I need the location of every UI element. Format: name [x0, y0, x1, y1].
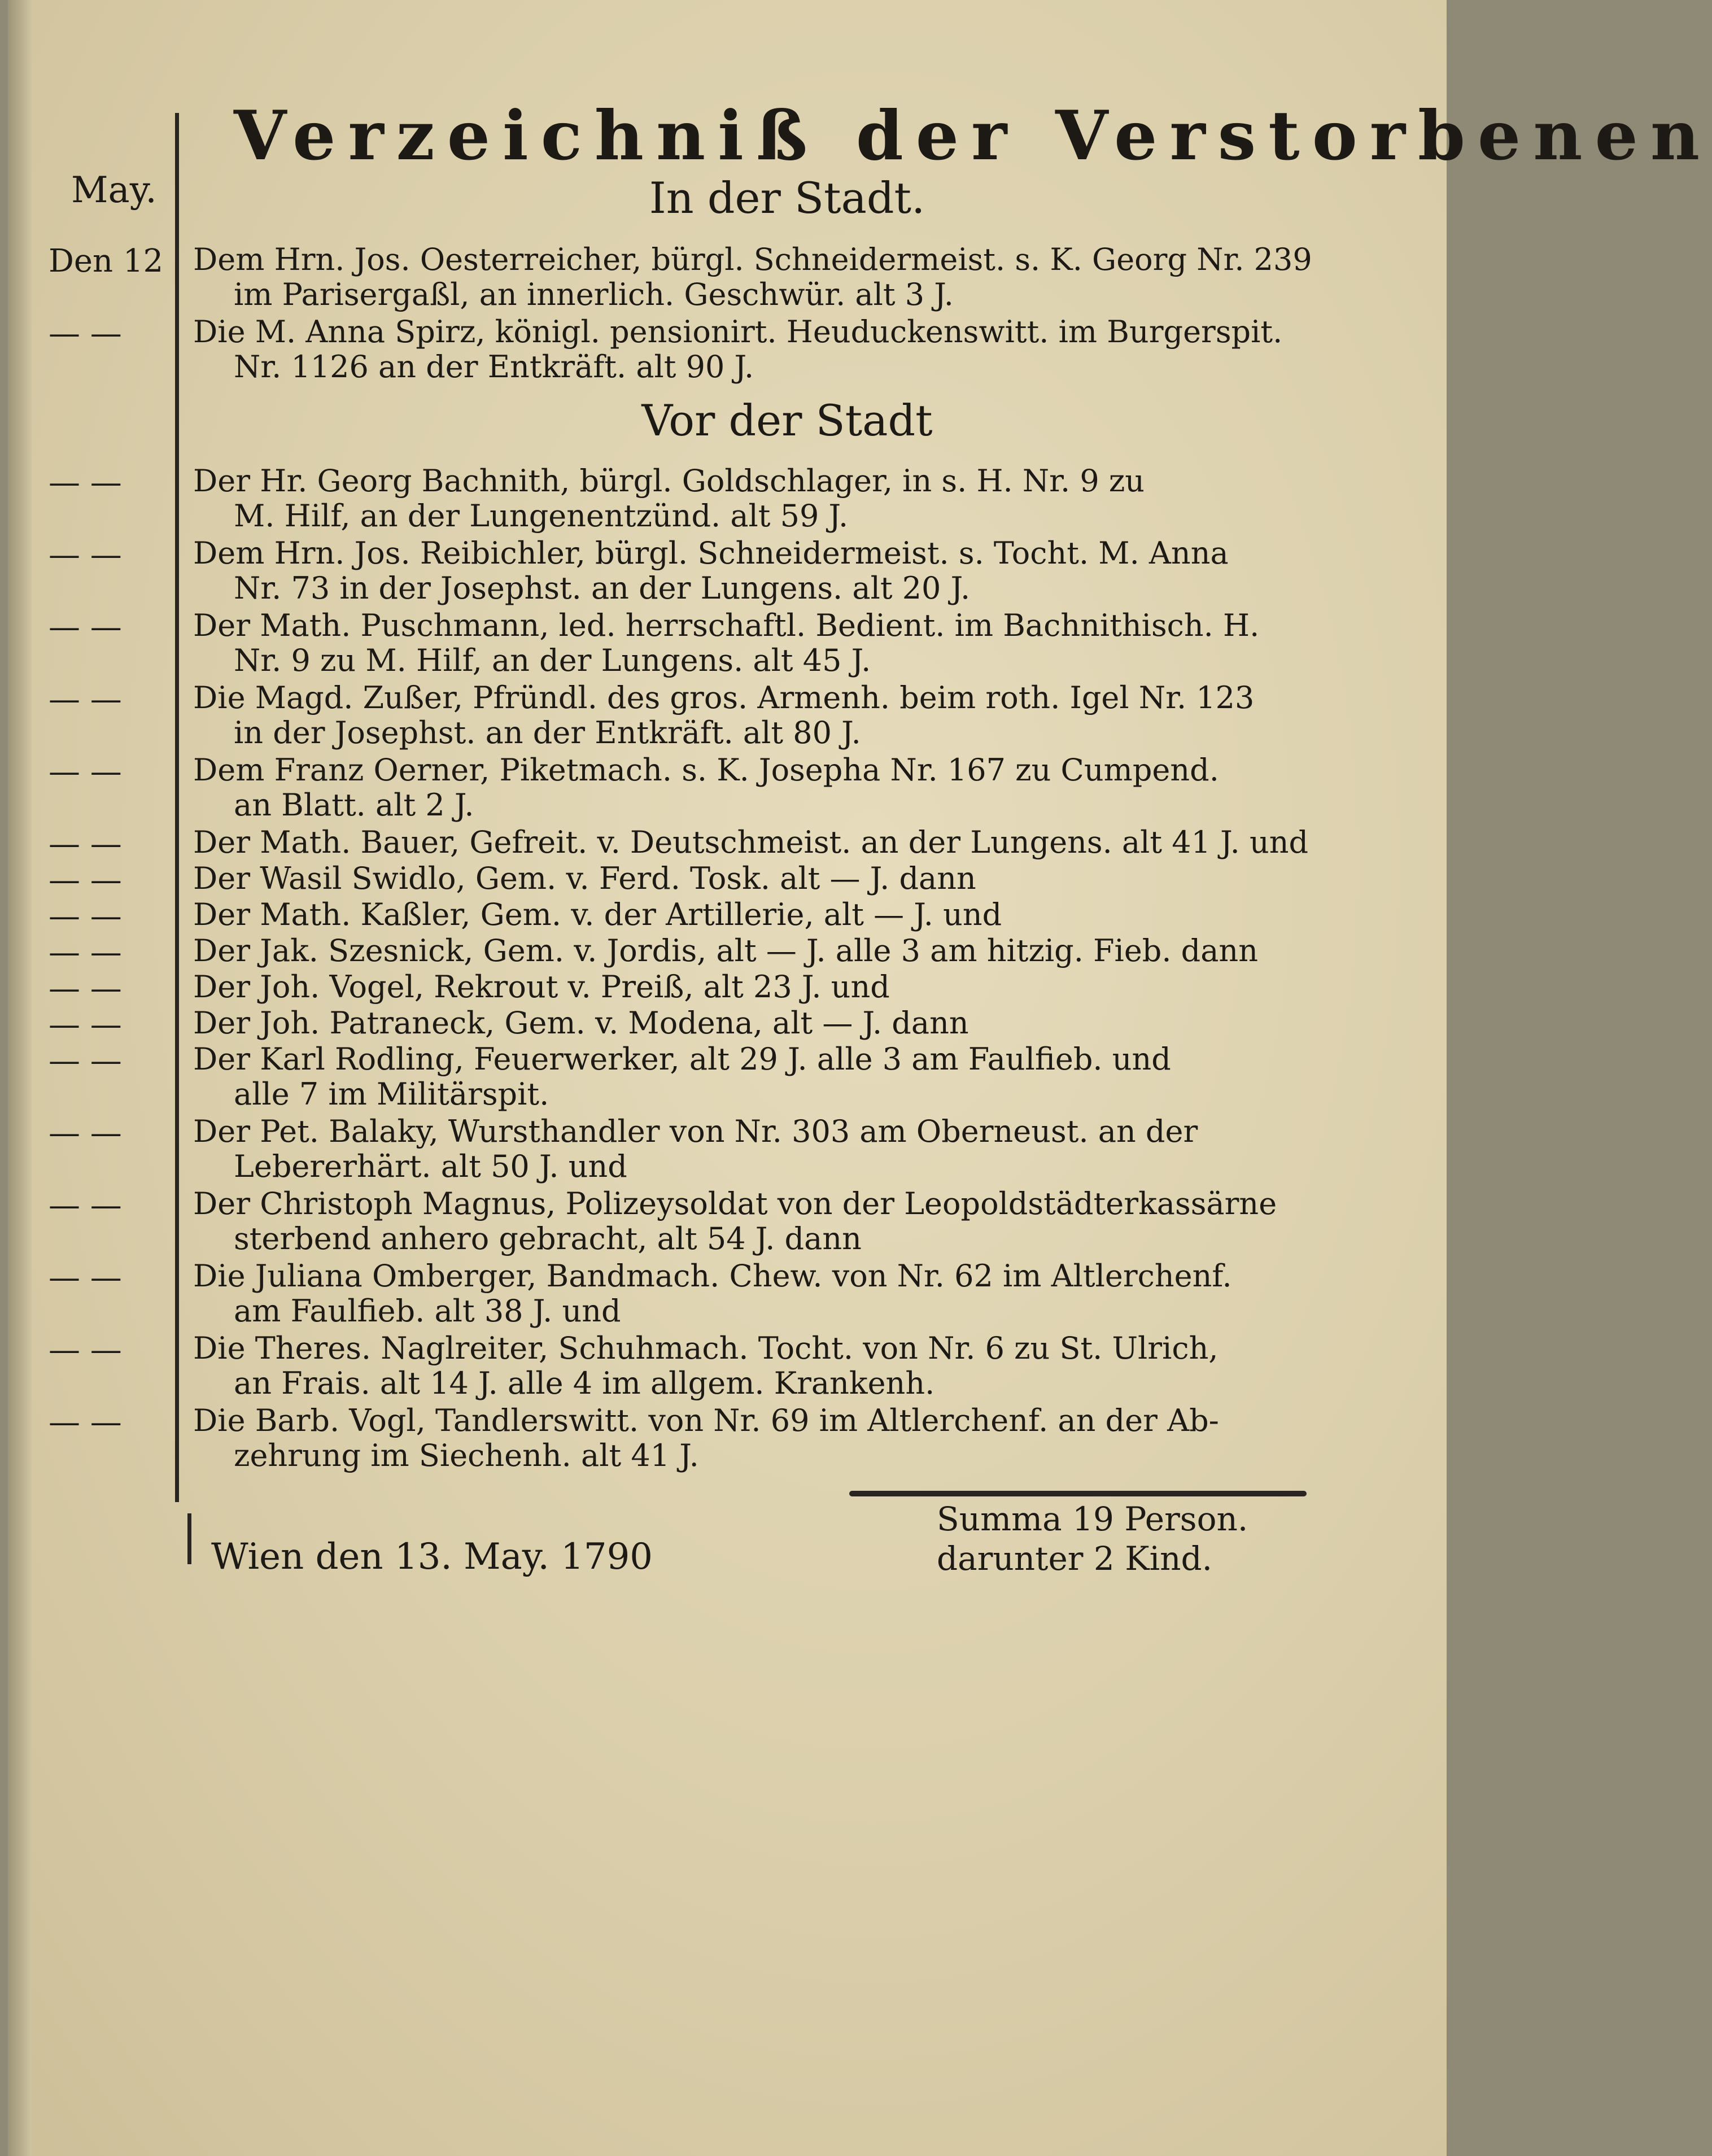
entry-line-continued: in der Josephst. an der Entkräft. alt 80 J. — [234, 715, 861, 750]
entry-line-continued: sterbend anhero gebracht, alt 54 J. dann — [234, 1221, 862, 1256]
entry-line: Der Math. Kaßler, Gem. v. der Artillerie, alt — J. und — [193, 897, 1002, 932]
entry-line-continued: M. Hilf, an der Lungenentzünd. alt 59 J. — [234, 498, 849, 534]
entry-line: Die M. Anna Spirz, königl. pensionirt. Heuduckenswitt. im Burgerspit. — [193, 314, 1283, 350]
entry-date: — — — [49, 934, 122, 971]
place-and-date: Wien den 13. May. 1790 — [211, 1536, 653, 1578]
entry-line: Der Math. Puschmann, led. herrschaftl. Bedient. im Bachnithisch. H. — [193, 608, 1260, 643]
entry-date: — — — [49, 826, 122, 862]
entry-date: — — — [49, 681, 122, 718]
entry-date: — — — [49, 315, 122, 352]
entry-line: Der Jak. Szesnick, Gem. v. Jordis, alt — J. alle 3 am hitzig. Fieb. dann — [193, 933, 1258, 968]
entry-line: Der Joh. Patraneck, Gem. v. Modena, alt — J. dann — [193, 1005, 969, 1041]
entry-line-continued: im Parisergaßl, an innerlich. Geschwür. alt 3 J. — [234, 277, 954, 312]
entry-line-continued: an Frais. alt 14 J. alle 4 im allgem. Krankenh. — [234, 1365, 935, 1401]
footer-rule-mark — [187, 1513, 191, 1564]
entry-date: — — — [49, 1042, 122, 1079]
entry-line: Der Wasil Swidlo, Gem. v. Ferd. Tosk. alt — J. dann — [193, 861, 976, 896]
entry-line-continued: Nr. 9 zu M. Hilf, an der Lungens. alt 45 J. — [234, 643, 871, 678]
entry-date: — — — [49, 898, 122, 935]
entry-line: Der Joh. Vogel, Rekrout v. Preiß, alt 23 J. und — [193, 969, 890, 1005]
section-heading-vorstadt: Vor der Stadt — [641, 395, 933, 446]
entry-date: — — — [49, 1259, 122, 1296]
entry-date: — — — [49, 536, 122, 573]
entry-line: Die Magd. Zußer, Pfründl. des gros. Armenh. beim roth. Igel Nr. 123 — [193, 680, 1255, 715]
entry-line: Die Barb. Vogl, Tandlerswitt. von Nr. 69 im Altlerchenf. an der Ab- — [193, 1403, 1219, 1438]
month-label: May. — [71, 169, 157, 211]
entry-line-continued: alle 7 im Militärspit. — [234, 1076, 549, 1112]
page-binding-edge — [8, 0, 32, 2156]
entry-line: Die Theres. Naglreiter, Schuhmach. Tocht. von Nr. 6 zu St. Ulrich, — [193, 1330, 1219, 1366]
entry-line-continued: am Faulfieb. alt 38 J. und — [234, 1293, 621, 1329]
page-title: Verzeichniß der Verstorbenen — [234, 96, 1712, 176]
entry-date: — — — [49, 464, 122, 501]
summary-rule — [849, 1491, 1307, 1496]
entry-line: Der Pet. Balaky, Wursthandler von Nr. 303 am Oberneust. an der — [193, 1114, 1198, 1149]
entry-date: — — — [49, 970, 122, 1007]
entry-line-continued: Nr. 1126 an der Entkräft. alt 90 J. — [234, 349, 754, 385]
entry-date: — — — [49, 1187, 122, 1224]
entry-date: Den 12 — [49, 243, 164, 280]
entry-line: Die Juliana Omberger, Bandmach. Chew. von Nr. 62 im Altlerchenf. — [193, 1258, 1232, 1294]
entry-line-continued: Nr. 73 in der Josephst. an der Lungens. alt 20 J. — [234, 570, 971, 606]
entry-line-continued: an Blatt. alt 2 J. — [234, 787, 474, 823]
entry-date: — — — [49, 753, 122, 790]
summary-total: Summa 19 Person. — [937, 1500, 1248, 1538]
entry-line: Dem Hrn. Jos. Oesterreicher, bürgl. Schneidermeist. s. K. Georg Nr. 239 — [193, 242, 1312, 277]
document-page — [8, 0, 1712, 2156]
entry-line: Der Christoph Magnus, Polizeysoldat von der Leopoldstädterkassärne — [193, 1186, 1277, 1221]
entry-line: Dem Franz Oerner, Piketmach. s. K. Josepha Nr. 167 zu Cumpend. — [193, 752, 1219, 788]
entry-line: Der Math. Bauer, Gefreit. v. Deutschmeist. an der Lungens. alt 41 J. und — [193, 824, 1309, 860]
entry-line-continued: zehrung im Siechenh. alt 41 J. — [234, 1438, 699, 1473]
entry-line: Der Karl Rodling, Feuerwerker, alt 29 J. alle 3 am Faulfieb. und — [193, 1041, 1171, 1077]
entry-date: — — — [49, 1404, 122, 1441]
entry-date: — — — [49, 1332, 122, 1368]
entry-date: — — — [49, 1006, 122, 1043]
entry-line: Der Hr. Georg Bachnith, bürgl. Goldschlager, in s. H. Nr. 9 zu — [193, 463, 1145, 499]
entry-line-continued: Lebererhärt. alt 50 J. und — [234, 1149, 627, 1184]
entry-line: Dem Hrn. Jos. Reibichler, bürgl. Schneidermeist. s. Tocht. M. Anna — [193, 535, 1229, 571]
entry-date: — — — [49, 609, 122, 645]
entry-date: — — — [49, 1115, 122, 1151]
entry-date: — — — [49, 862, 122, 898]
section-heading-stadt: In der Stadt. — [649, 173, 925, 223]
summary-children: darunter 2 Kind. — [937, 1539, 1213, 1578]
